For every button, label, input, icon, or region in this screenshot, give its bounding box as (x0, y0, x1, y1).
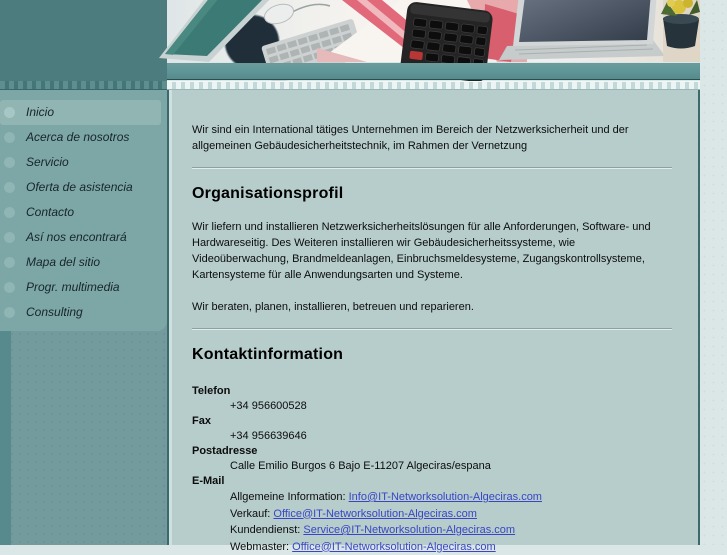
laptop-icon (499, 0, 665, 60)
header-teal-band (167, 63, 700, 80)
sidebar-item-label: Contacto (26, 205, 74, 219)
sidebar-item-label: Progr. multimedia (26, 280, 120, 294)
email-row-kundendienst (192, 522, 672, 539)
right-gutter (700, 0, 727, 545)
sidebar-item-label: Acerca de nosotros (26, 130, 129, 144)
organisationsprofil-heading: Organisationsprofil (192, 185, 672, 203)
kontaktinformation-heading: Kontaktinformation (192, 346, 672, 364)
sidebar-item-inicio[interactable] (0, 100, 161, 125)
menu-bullet-icon (4, 207, 15, 218)
menu-bullet-icon (4, 157, 15, 168)
menu-bullet-icon (4, 182, 15, 193)
email-link-webmaster[interactable]: Office@IT-Networksolution-Algeciras.com (292, 541, 496, 553)
sidebar-item-consulting[interactable] (0, 300, 167, 325)
sidebar-item-progr-multimedia[interactable] (0, 275, 167, 300)
menu-bullet-icon (4, 307, 15, 318)
intro-paragraph: Wir sind ein International tätiges Unternehmen im Bereich der Netzwerksicherheit und der allgemeinen Gebäudesicherheitstechnik, im Rahmen der Vernetzung (192, 122, 660, 154)
header-corner-block (0, 0, 167, 82)
main-content (167, 90, 700, 545)
email-link-service[interactable]: Service@IT-Networksolution-Algeciras.com (303, 524, 515, 536)
email-prefix: Allgemeine Information: (230, 491, 349, 503)
menu-bullet-icon (4, 107, 15, 118)
email-label: E-Mail (192, 474, 672, 489)
sidebar-item-label: Así nos encontrará (26, 230, 127, 244)
email-link-verkauf[interactable]: Office@IT-Networksolution-Algeciras.com (273, 508, 477, 520)
menu-bullet-icon (4, 257, 15, 268)
sidebar-item-servicio[interactable] (0, 150, 167, 175)
sidebar-item-label: Servicio (26, 155, 69, 169)
fax-value: +34 956639646 (192, 429, 672, 444)
email-row-allgemeine (192, 489, 672, 506)
menu-bullet-icon (4, 132, 15, 143)
office-desk-banner-image (167, 0, 700, 62)
header-banner (167, 0, 700, 62)
sidebar-item-label: Consulting (26, 305, 83, 319)
dotted-divider-left (0, 81, 167, 90)
fax-label: Fax (192, 414, 672, 429)
sidebar-item-acerca[interactable] (0, 125, 167, 150)
sidebar-item-label: Oferta de asistencia (26, 180, 133, 194)
postadresse-label: Postadresse (192, 444, 672, 459)
email-prefix: Webmaster: (230, 541, 292, 553)
email-link-info[interactable]: Info@IT-Networksolution-Algeciras.com (349, 491, 542, 503)
sidebar-item-label: Mapa del sitio (26, 255, 100, 269)
sidebar-item-oferta[interactable] (0, 175, 167, 200)
dotted-divider-right (167, 81, 700, 90)
organisation-paragraph: Wir liefern und installieren Netzwerksicherheitslösungen für alle Anforderungen, Software- und Hardwareseitig. Des Weiteren installieren wir Gebäudesicherheitssysteme, wie Videoüberwachung, Brandmeldeanlagen, Einbruchsmeldesysteme, Zugangskontrollsysteme, Kartensysteme für alle Anwendungsarten und Systeme. (192, 219, 672, 283)
email-row-webmaster (192, 539, 672, 555)
contact-list (192, 384, 672, 555)
telefon-value: +34 956600528 (192, 399, 672, 414)
menu-bullet-icon (4, 232, 15, 243)
divider-rule (192, 328, 672, 330)
sidebar-item-contacto[interactable] (0, 200, 167, 225)
postadresse-value: Calle Emilio Burgos 6 Bajo E-11207 Algeciras/espana (192, 459, 672, 474)
email-prefix: Verkauf: (230, 508, 273, 520)
sidebar (0, 90, 167, 545)
sidebar-item-label: Inicio (26, 105, 54, 119)
divider-rule (192, 167, 672, 169)
sidebar-item-mapa-del-sitio[interactable] (0, 250, 167, 275)
services-paragraph: Wir beraten, planen, installieren, betreuen und reparieren. (192, 299, 672, 315)
email-prefix: Kundendienst: (230, 524, 303, 536)
plant-icon (661, 0, 700, 62)
sidebar-menu (0, 90, 167, 331)
telefon-label: Telefon (192, 384, 672, 399)
email-row-verkauf (192, 506, 672, 523)
sidebar-item-asi-nos-encontrara[interactable] (0, 225, 167, 250)
menu-bullet-icon (4, 282, 15, 293)
